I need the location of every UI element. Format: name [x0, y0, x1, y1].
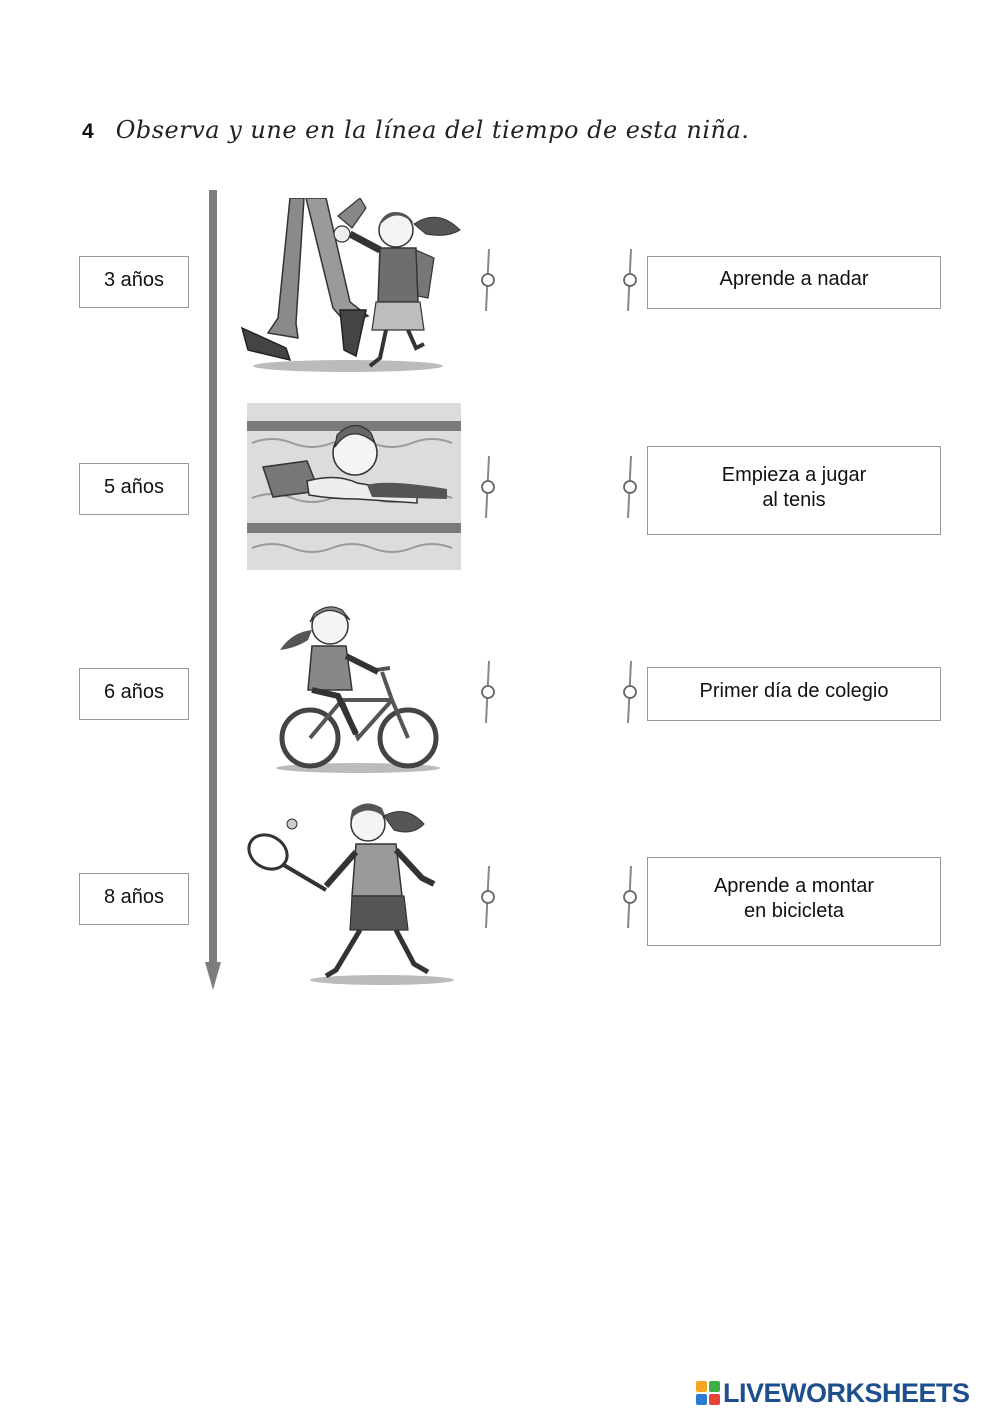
- age-box-5: [79, 463, 189, 515]
- timeline-arrow: [205, 190, 221, 995]
- match-dot-right-1[interactable]: [622, 247, 638, 313]
- event-box-3: [647, 667, 941, 721]
- age-label: 3 años: [103, 268, 165, 291]
- logo-text: LIVEWORKSHEETS: [723, 1377, 970, 1408]
- match-dot-right-4[interactable]: [622, 864, 638, 930]
- liveworksheets-logo: [696, 1378, 970, 1408]
- event-box-1: [647, 256, 941, 309]
- match-dot-left-1[interactable]: [480, 247, 496, 313]
- event-box-4: [647, 857, 941, 946]
- exercise-heading: [82, 116, 749, 144]
- event-label: Empieza a jugar al tenis: [721, 463, 867, 511]
- event-box-2: [647, 446, 941, 535]
- age-label: 5 años: [103, 475, 165, 498]
- age-box-8: [79, 873, 189, 925]
- school-illustration: [238, 198, 468, 376]
- event-label: Aprende a montar en bicicleta: [713, 874, 875, 922]
- exercise-instruction: Observa y une en la línea del tiempo de esta niña.: [115, 116, 750, 144]
- event-label: Primer día de colegio: [699, 679, 889, 702]
- age-label: 6 años: [103, 680, 165, 703]
- match-dot-left-3[interactable]: [480, 659, 496, 725]
- age-box-6: [79, 668, 189, 720]
- swimming-illustration: [247, 403, 461, 570]
- logo-mark-icon: [696, 1381, 720, 1405]
- exercise-number: 4: [82, 120, 94, 143]
- age-label: 8 años: [103, 885, 165, 908]
- event-label: Aprende a nadar: [719, 268, 869, 290]
- tennis-illustration: [246, 800, 458, 988]
- match-dot-right-3[interactable]: [622, 659, 638, 725]
- bicycle-illustration: [272, 600, 444, 775]
- match-dot-left-4[interactable]: [480, 864, 496, 930]
- match-dot-right-2[interactable]: [622, 454, 638, 520]
- match-dot-left-2[interactable]: [480, 454, 496, 520]
- age-box-3: [79, 256, 189, 308]
